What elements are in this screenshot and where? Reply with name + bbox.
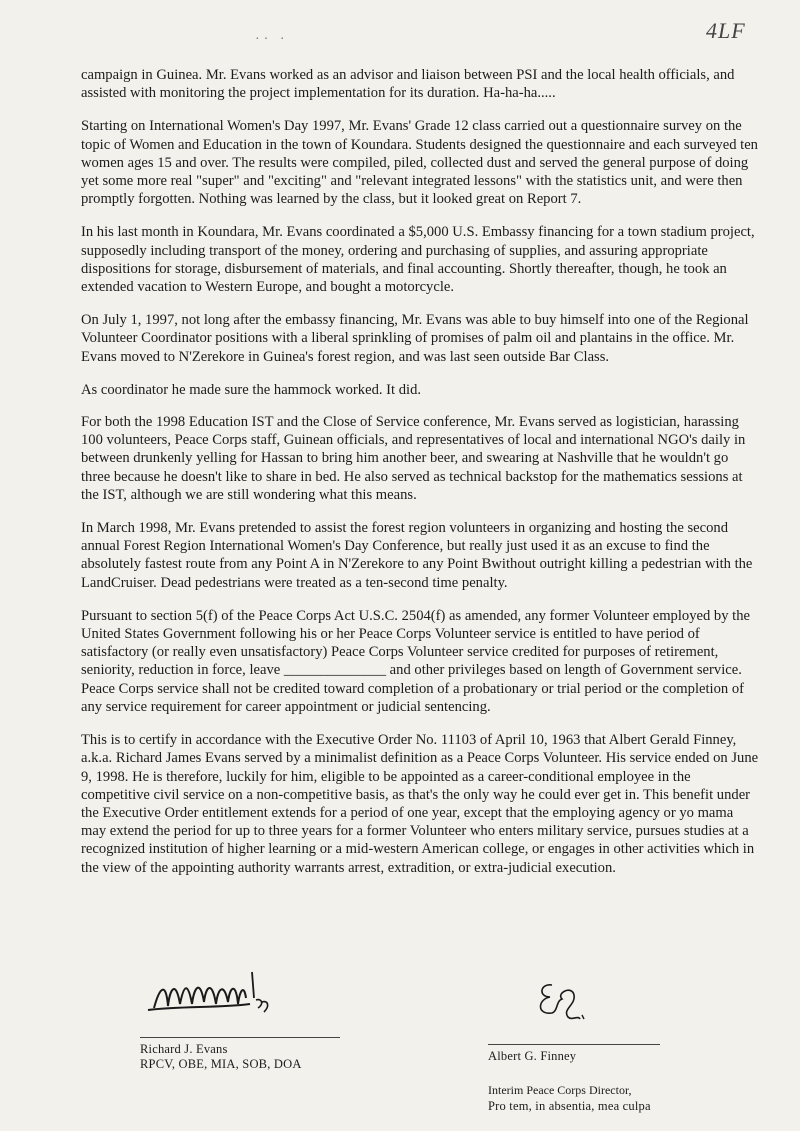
paragraph-forest-conference: In March 1998, Mr. Evans pretended to assist the forest region volunteers in organizing and hosting the second annual Forest Region International Women's Day Conference, but really just used it as an excuse to find the absolutely fastest route from any Point A in N'Zerekore to any Point Bwithout outright killing a pedestrian with the LandCruiser. Dead pedestrians were treated as a ten-second time penalty. [81,520,753,591]
signatory-name-finney: Albert G. Finney [488,1049,577,1063]
signatory-title-finney-line2: Pro tem, in absentia, mea culpa [488,1099,651,1113]
paragraph-stadium-project: In his last month in Koundara, Mr. Evans coordinated a $5,000 U.S. Embassy financing for a town stadium project, supposedly including transport of the money, ordering and purchasing of supplies, and assuring appropriate dispositions for storage, disbursement of materials, and final accounting. Shortly thereafter, though, he took an extended vacation to Western Europe, and bought a motorcycle. [81,224,755,296]
signature-finney-icon [522,975,602,1027]
signatory-title-evans: RPCV, OBE, MIA, SOB, DOA [140,1057,302,1071]
handwritten-page-mark: 4LF [706,18,746,43]
signature-evans-icon [140,968,290,1026]
signatory-title-finney-line1: Interim Peace Corps Director, [488,1083,632,1097]
paragraph-executive-order: This is to certify in accordance with the Executive Order No. 11103 of April 10, 1963 that Albert Gerald Finney, a.k.a. Richard James Evans served by a minimalist definition as a Peace Corps Volunteer. His service ended on June 9, 1998. He is therefore, luckily for him, eligible to be appointed as a career-conditional employee in the competitive civil service on a non-competitive basis, as that's the only way he could ever get in. This benefit under the Executive Order entitlement extends for a period of one year, except that the employing agency or yo mama may extend the period for up to three years for a former Volunteer who enters military service, pursues studies at a recognized institution of higher learning or a mid-western American college, or engages in other activities which in the view of the appointing authority warrants arrest, extradition, or extra-judicial execution. [81,732,759,876]
signature-line-left [140,1037,340,1038]
paragraph-womens-day-survey: Starting on International Women's Day 1997, Mr. Evans' Grade 12 class carried out a questionnaire survey on the topic of Women and Education in the town of Koundara. Students designed the questionnaire and each surveyed ten women ages 15 and over. The results were compiled, piled, collected dust and served the general purpose of doing yet some more real "super" and "exciting" and "relevant integrated lessons" with the statistics unit, and were then promptly forgotten. Nothing was learned by the class, but it looked great on Report 7. [81,118,758,208]
scan-marks: ·· · [255,32,289,47]
signature-line-right [488,1044,660,1045]
paragraph-logistician: For both the 1998 Education IST and the Close of Service conference, Mr. Evans served as logistician, harassing 100 volunteers, Peace Corps staff, Guinean officials, and representatives of local and international NGO's daily in between drunkenly yelling for Hassan to bring him another beer, and swearing at Nashville that he wouldn't go three because he doesn't like to share in bed. He also served as technical backstop for the mathematics sessions at the IST, although we are still wondering what this means. [81,414,746,503]
paragraph-peace-corps-act: Pursuant to section 5(f) of the Peace Corps Act U.S.C. 2504(f) as amended, any former Volunteer employed by the United States Government following his or her Peace Corps Volunteer service is entitled to have period of satisfactory (or really even unsatisfactory) Peace Corps Volunteer service credited for purposes of retirement, seniority, reduction in force, leave ______________ and other privileges based on length of Government service. Peace Corps service shall not be credited toward completion of a probationary or trial period or the completion of any service requirement for career appointment or judicial sentencing. [81,607,750,715]
signature-block-finney [488,975,668,1114]
signature-block-evans [140,968,350,1072]
paragraph-regional-coordinator: On July 1, 1997, not long after the embassy financing, Mr. Evans was able to buy himself into one of the Regional Volunteer Coordinator positions with a liberal sprinkling of promises of palm oil and plantains in the office. Mr. Evans moved to N'Zerekore in Guinea's forest region, and was last seen outside Bar Class. [81,312,749,365]
paragraph-guinea-campaign: campaign in Guinea. Mr. Evans worked as an advisor and liaison between PSI and the local health officials, and assisted with monitoring the project implementation for its duration. Ha-ha-ha..... [81,67,735,102]
signatory-name-evans: Richard J. Evans [140,1042,228,1056]
paragraph-hammock: As coordinator he made sure the hammock worked. It did. [81,381,422,398]
letter-body [81,66,761,892]
